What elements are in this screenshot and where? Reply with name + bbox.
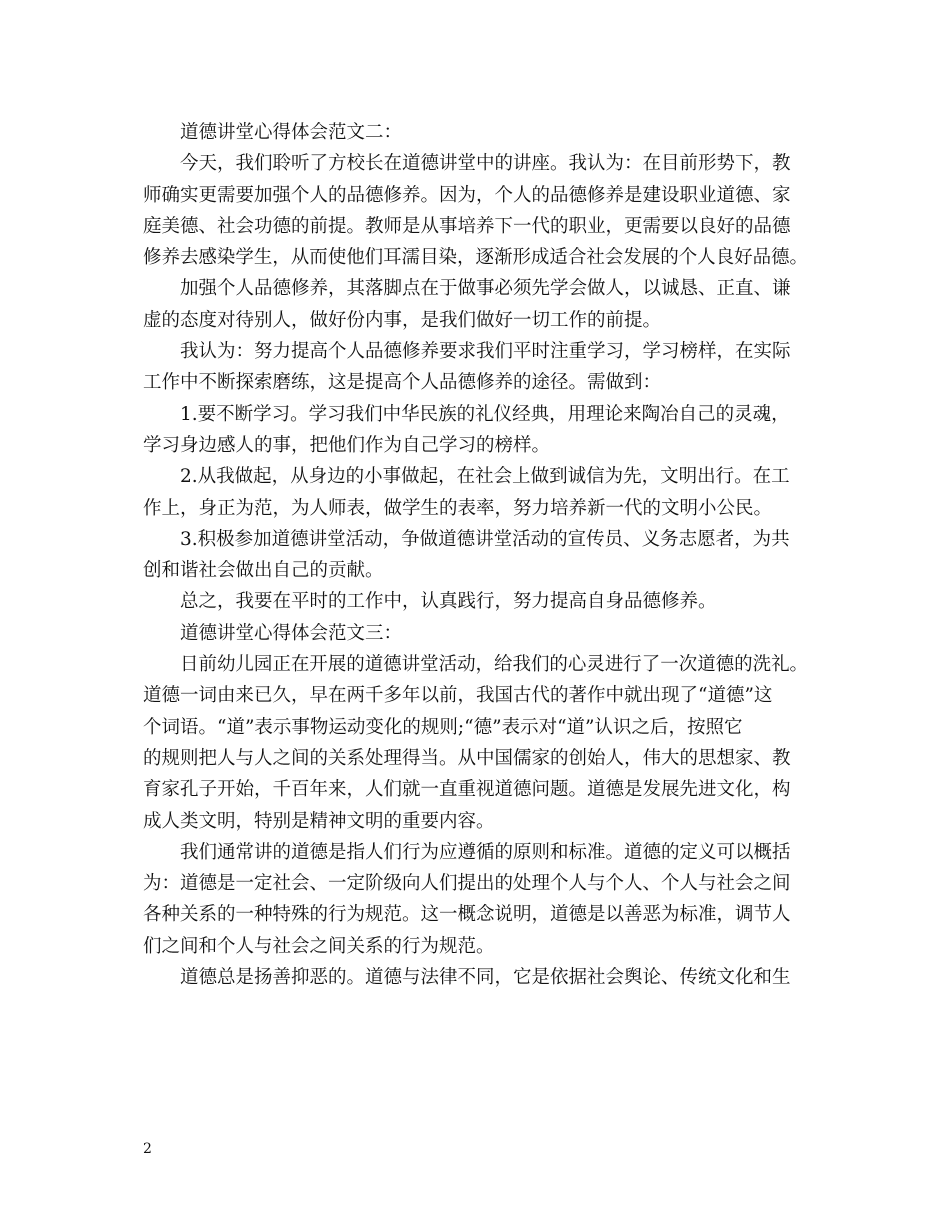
text-line: 作上，身正为范，为人师表，做学生的表率，努力培养新一代的文明小公民。	[143, 497, 773, 519]
text-line: 育家孔子开始，千百年来，人们就一直重视道德问题。道德是发展先进文化，构	[143, 779, 791, 801]
text-line: 今天，我们聆听了方校长在道德讲堂中的讲座。我认为：在目前形势下，教	[180, 153, 791, 175]
text-line: 们之间和个人与社会之间关系的行为规范。	[143, 935, 495, 957]
text-line: 的规则把人与人之间的关系处理得当。从中国儒家的创始人，伟大的思想家、教	[143, 747, 791, 769]
text-line: 道德一词由来已久，早在两千多年以前，我国古代的著作中就出现了“道德”这	[143, 685, 773, 707]
text-line: 虚的态度对待别人，做好份内事，是我们做好一切工作的前提。	[143, 309, 662, 331]
text-line: 道德讲堂心得体会范文二：	[180, 122, 403, 143]
text-line: 工作中不断探索磨练，这是提高个人品德修养的途径。需做到：	[143, 372, 662, 394]
text-line: 修养去感染学生，从而使他们耳濡目染，逐渐形成适合社会发展的个人良好品德。	[143, 247, 808, 269]
text-line: 我们通常讲的道德是指人们行为应遵循的原则和标准。道德的定义可以概括	[180, 841, 791, 863]
text-line: 为：道德是一定社会、一定阶级向人们提出的处理个人与个人、个人与社会之间	[143, 873, 791, 895]
text-line: 我认为：努力提高个人品德修养要求我们平时注重学习，学习榜样，在实际	[180, 341, 791, 363]
text-line: 庭美德、社会功德的前提。教师是从事培养下一代的职业，更需要以良好的品德	[143, 215, 791, 237]
text-line: 各种关系的一种特殊的行为规范。这一概念说明，道德是以善恶为标准，调节人	[143, 904, 791, 926]
text-line: 2.从我做起，从身边的小事做起，在社会上做到诚信为先，文明出行。在工	[180, 466, 790, 488]
text-line: 总之，我要在平时的工作中，认真践行，努力提高自身品德修养。	[180, 591, 717, 613]
text-line: 成人类文明，特别是精神文明的重要内容。	[143, 810, 495, 832]
text-line: 道德讲堂心得体会范文三：	[180, 622, 403, 644]
text-line: 学习身边感人的事，把他们作为自己学习的榜样。	[143, 434, 551, 456]
text-line: 个词语。“道”表示事物运动变化的规则;“德”表示对“道”认识之后，按照它	[143, 716, 743, 738]
text-line: 师确实更需要加强个人的品德修养。因为，个人的品德修养是建设职业道德、家	[143, 184, 791, 206]
text-line: 创和谐社会做出自己的贡献。	[143, 560, 384, 582]
text-line: 道德总是扬善抑恶的。道德与法律不同，它是依据社会舆论、传统文化和生	[180, 967, 791, 989]
page-number: 2	[143, 1141, 152, 1157]
document-body	[143, 117, 808, 993]
text-line: 3.积极参加道德讲堂活动，争做道德讲堂活动的宣传员、义务志愿者，为共	[180, 528, 790, 550]
text-line: 加强个人品德修养，其落脚点在于做事必须先学会做人，以诚恳、正直、谦	[180, 278, 791, 300]
text-line: 日前幼儿园正在开展的道德讲堂活动，给我们的心灵进行了一次道德的洗礼。	[180, 654, 809, 676]
text-line: 1.要不断学习。学习我们中华民族的礼仪经典，用理论来陶冶自己的灵魂，	[180, 403, 790, 425]
